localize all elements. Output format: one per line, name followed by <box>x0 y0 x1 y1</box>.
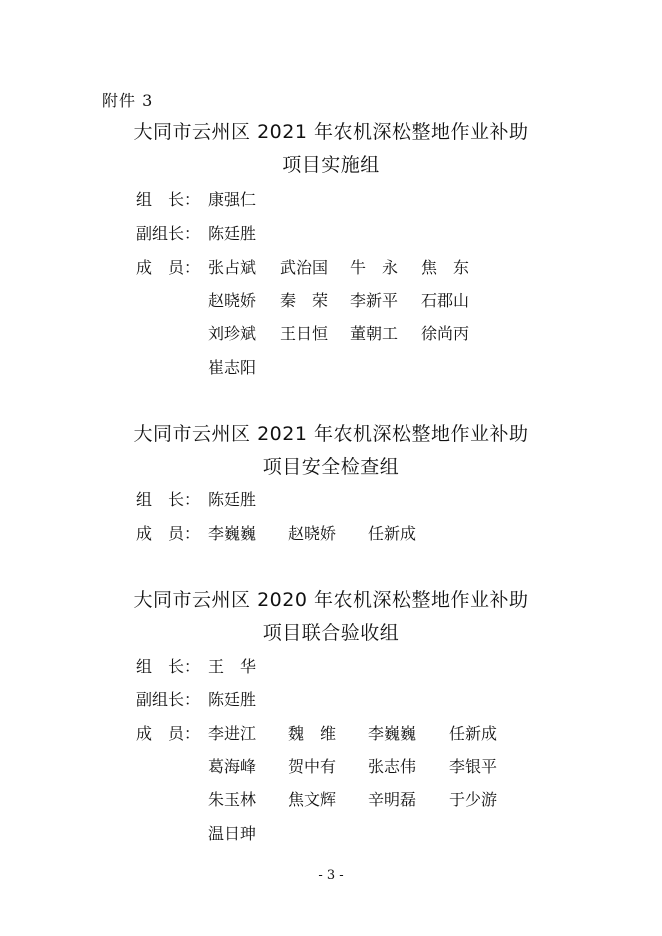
member-row <box>136 724 498 744</box>
member-name: 李巍巍 <box>208 524 257 543</box>
member-name: 张志伟 <box>368 757 417 776</box>
section-title <box>0 420 662 481</box>
member-name: 武治国 <box>280 258 329 277</box>
member-name: 崔志阳 <box>208 358 257 377</box>
member-name: 刘珍斌 <box>208 324 257 343</box>
role-label: 成 员： <box>136 524 201 543</box>
member-name: 朱玉林 <box>208 790 257 809</box>
attachment-label: 附件 3 <box>102 91 154 110</box>
role-label: 成 员： <box>136 724 201 743</box>
member-name: 于少游 <box>449 790 498 809</box>
member-name: 牛 永 <box>350 258 399 277</box>
section-title-line1: 大同市云州区 2021 年农机深松整地作业补助 <box>133 423 529 445</box>
section-title-line2: 项目实施组 <box>282 154 380 176</box>
role-label: 组 长： <box>136 657 201 676</box>
member-name: 温日珅 <box>208 824 257 843</box>
member-row <box>136 190 257 210</box>
page-number: - 3 - <box>318 868 344 883</box>
member-name: 徐尚丙 <box>421 324 470 343</box>
member-row <box>136 291 470 311</box>
section-title-line2: 项目联合验收组 <box>262 622 400 644</box>
member-name: 李新平 <box>350 291 399 310</box>
member-row <box>136 524 417 544</box>
member-name: 陈廷胜 <box>208 690 257 709</box>
role-label: 组 长： <box>136 490 201 509</box>
member-name: 辛明磊 <box>368 790 417 809</box>
member-row <box>136 824 257 844</box>
member-name: 赵晓娇 <box>208 291 257 310</box>
member-row <box>136 490 257 510</box>
member-name: 任新成 <box>449 724 498 743</box>
member-name: 贺中有 <box>288 757 337 776</box>
section-title <box>0 118 662 179</box>
role-label: 组 长： <box>136 190 201 209</box>
member-name: 赵晓娇 <box>288 524 337 543</box>
member-row <box>136 224 257 244</box>
member-name: 任新成 <box>368 524 417 543</box>
member-row <box>136 657 257 677</box>
section-title-line1: 大同市云州区 2020 年农机深松整地作业补助 <box>133 589 529 611</box>
member-row <box>136 790 498 810</box>
member-name: 张占斌 <box>208 258 257 277</box>
member-row <box>136 690 257 710</box>
section-title <box>0 586 662 647</box>
member-name: 董朝工 <box>350 324 399 343</box>
role-label: 成 员： <box>136 258 201 277</box>
member-name: 魏 维 <box>288 724 337 743</box>
member-name: 王日恒 <box>280 324 329 343</box>
role-label: 副组长： <box>136 224 201 243</box>
member-name: 焦文辉 <box>288 790 337 809</box>
member-name: 李银平 <box>449 757 498 776</box>
member-name: 陈廷胜 <box>208 490 257 509</box>
section-title-line1: 大同市云州区 2021 年农机深松整地作业补助 <box>133 121 529 143</box>
member-row <box>136 324 470 344</box>
member-name: 李巍巍 <box>368 724 417 743</box>
member-row <box>136 258 470 278</box>
member-name: 焦 东 <box>421 258 470 277</box>
member-name: 秦 荣 <box>280 291 329 310</box>
section-title-line2: 项目安全检查组 <box>262 456 400 478</box>
member-row <box>136 757 498 777</box>
member-name: 葛海峰 <box>208 757 257 776</box>
member-name: 康强仁 <box>208 190 257 209</box>
member-name: 陈廷胜 <box>208 224 257 243</box>
member-row <box>136 358 257 378</box>
member-name: 王 华 <box>208 657 257 676</box>
member-name: 石郡山 <box>421 291 470 310</box>
member-name: 李进江 <box>208 724 257 743</box>
role-label: 副组长： <box>136 690 201 709</box>
